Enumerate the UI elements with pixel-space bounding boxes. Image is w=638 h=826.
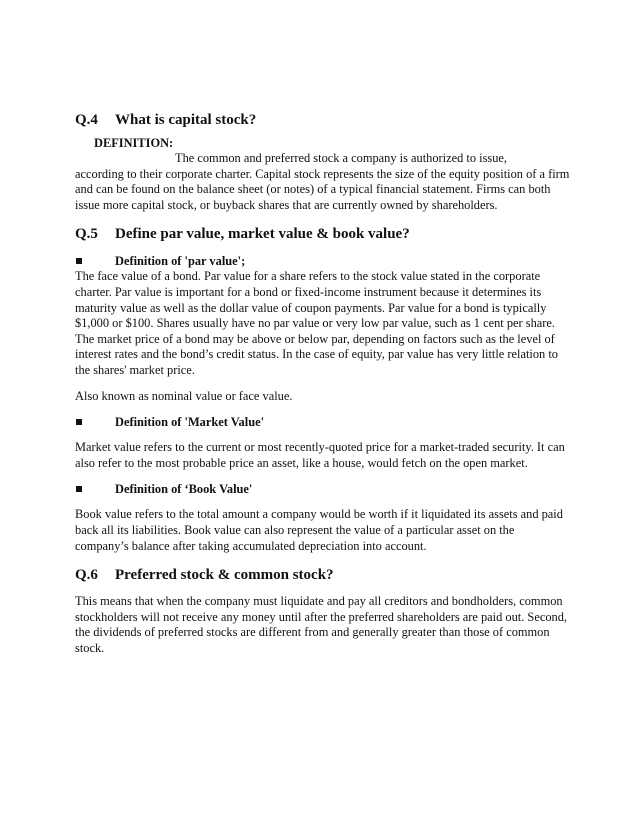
square-bullet-icon [76,258,82,264]
q6-body: This means that when the company must liquidate and pay all creditors and bondholders, common stockholders will not receive any money until after the preferred shareholders are paid out. Second, the dividends of preferred stocks are different from and generally greater than those of common stock. [75,594,568,655]
square-bullet-icon [76,419,82,425]
par-value-body: The face value of a bond. Par value for a share refers to the stock value stated in the corporate charter. Par value is important for a bond or fixed-income instrument because it determines its maturity value as well as the dollar value of coupon payments. Par value for a bond is typically $1,000 or $100. Shares usually have no par value or very low par value, such as 1 cent per share. The market price of a bond may be above or below par, depending on factors such as the level of interest rates and the bond’s credit status. In the case of equity, par value has very little relation to the shares' market price. [75,269,558,377]
q5-number: Q.5 [75,226,98,243]
q6-number: Q.6 [75,567,98,584]
q5-heading [75,225,570,243]
q4-number: Q.4 [75,112,98,128]
q4-title: What is capital stock? [115,112,257,128]
square-bullet-icon [76,486,82,492]
book-value-title: Definition of ‘Book Value' [115,482,253,497]
market-value-bullet [75,414,570,430]
q6-title: Preferred stock & common stock? [115,567,334,584]
par-value-bullet [75,253,570,269]
market-value-body: Market value refers to the current or most recently-quoted price for a market-traded security. It can also refer to the most probable price an asset, like a house, would fetch on the open market. [75,440,565,470]
document-content [75,111,570,656]
q5-title: Define par value, market value & book value? [115,226,410,243]
book-value-body: Book value refers to the total amount a company would be worth if it liquidated its assets and paid back all its liabilities. Book value can also represent the value of a particular asset on the company’s balance after taking accumulated depreciation into account. [75,507,563,553]
q4-body-line1: The common and preferred stock a company is authorized to issue, [175,151,508,165]
q4-heading [75,111,570,129]
market-value-title: Definition of 'Market Value' [115,415,265,430]
q4-body: according to their corporate charter. Capital stock represents the size of the equity position of a firm and can be found on the balance sheet (or notes) of a typical financial statement. Firms can both issue more capital stock, or buyback shares that are currently owned by shareholders. [75,166,570,212]
book-value-bullet [75,481,570,497]
q6-heading [75,566,570,584]
par-value-title: Definition of 'par value'; [115,254,246,269]
q4-definition-label: DEFINITION: [94,136,174,150]
par-value-also-known: Also known as nominal value or face value. [75,388,293,403]
